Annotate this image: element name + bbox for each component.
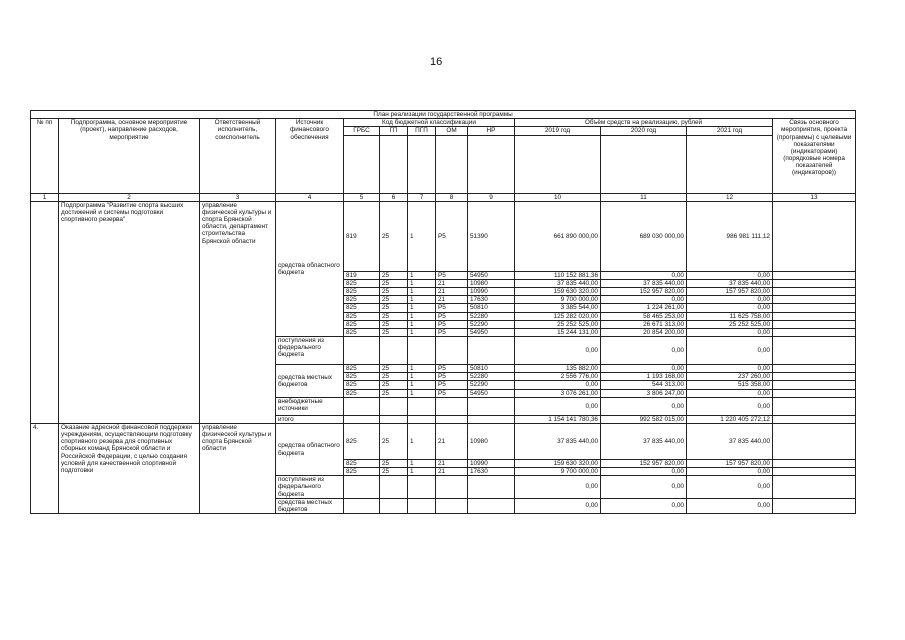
empty-code-cell bbox=[380, 476, 408, 499]
om-cell: P5 bbox=[436, 312, 468, 320]
gp-cell: 25 bbox=[380, 328, 408, 336]
header-volume: Объём средств на реализацию, рублей bbox=[515, 119, 773, 127]
source-federal: поступления из федерального бюджета bbox=[276, 476, 344, 499]
link-cell bbox=[773, 381, 856, 389]
source-local: средства местных бюджетов bbox=[276, 365, 344, 398]
grbs-cell: 825 bbox=[344, 312, 380, 320]
header-grbs: ГРБС bbox=[344, 127, 380, 135]
empty-code-cell bbox=[408, 476, 436, 499]
amount-cell: 0,00 bbox=[515, 381, 601, 389]
measure-block bbox=[31, 423, 856, 513]
header-pgp: ПГП bbox=[408, 127, 436, 135]
nr-cell: 54950 bbox=[468, 271, 515, 279]
amount-cell: 0,00 bbox=[515, 337, 601, 365]
nr-cell: 52290 bbox=[468, 320, 515, 328]
pgp-cell: 1 bbox=[408, 328, 436, 336]
amount-cell: 3 806 247,00 bbox=[601, 389, 687, 397]
pgp-cell: 1 bbox=[408, 365, 436, 373]
header-num: № пп bbox=[31, 119, 59, 193]
header-program: Подпрограмма, основное мероприятие (проект), направление расходов, мероприятие bbox=[59, 119, 200, 193]
page-number: 16 bbox=[430, 56, 443, 68]
amount-cell: 0,00 bbox=[687, 304, 773, 312]
header-2020: 2020 год bbox=[601, 127, 687, 135]
amount-cell: 11 625 758,00 bbox=[687, 312, 773, 320]
amount-cell: 0,00 bbox=[687, 389, 773, 397]
om-cell: P5 bbox=[436, 328, 468, 336]
source-local: средства местных бюджетов bbox=[276, 498, 344, 513]
empty-code-cell bbox=[468, 397, 515, 415]
plan-title: План реализации государственной программы bbox=[31, 111, 856, 119]
link-cell bbox=[773, 337, 856, 365]
nr-cell: 10990 bbox=[468, 288, 515, 296]
grbs-cell: 825 bbox=[344, 423, 380, 459]
pgp-cell: 1 bbox=[408, 288, 436, 296]
grbs-cell: 825 bbox=[344, 320, 380, 328]
nr-cell: 50810 bbox=[468, 304, 515, 312]
grbs-cell: 825 bbox=[344, 468, 380, 476]
amount-cell: 37 835 440,00 bbox=[687, 279, 773, 287]
column-number: 2 bbox=[59, 193, 200, 201]
link-cell bbox=[773, 328, 856, 336]
empty-code-cell bbox=[408, 337, 436, 365]
amount-cell: 37 835 440,00 bbox=[515, 279, 601, 287]
nr-cell: 52280 bbox=[468, 312, 515, 320]
amount-cell: 15 244 131,00 bbox=[515, 328, 601, 336]
amount-cell: 157 957 820,00 bbox=[687, 288, 773, 296]
amount-cell: 237 260,00 bbox=[687, 373, 773, 381]
nr-cell: 51390 bbox=[468, 201, 515, 271]
amount-cell: 0,00 bbox=[687, 328, 773, 336]
nr-cell: 10990 bbox=[468, 459, 515, 467]
link-cell bbox=[773, 389, 856, 397]
empty-code-cell bbox=[436, 415, 468, 423]
program-name: Оказание адресной финансовой поддержки учреждениям, осуществляющим подготовку спортивного резерва для спортивных сборных команд Брянской области и Российской Федерации, с целью создания условий для качественной спортивной подготовки bbox=[59, 423, 200, 513]
link-cell bbox=[773, 498, 856, 513]
column-number: 5 bbox=[344, 193, 380, 201]
om-cell: 21 bbox=[436, 468, 468, 476]
link-cell bbox=[773, 476, 856, 499]
pgp-cell: 1 bbox=[408, 304, 436, 312]
grbs-cell: 825 bbox=[344, 459, 380, 467]
amount-cell: 515 358,00 bbox=[687, 381, 773, 389]
empty-code-cell bbox=[436, 476, 468, 499]
amount-cell: 37 835 440,00 bbox=[601, 423, 687, 459]
header-source: Источник финансового обеспечения bbox=[276, 119, 344, 193]
amount-cell: 125 282 020,00 bbox=[515, 312, 601, 320]
link-cell bbox=[773, 468, 856, 476]
row-number: 4. bbox=[31, 423, 59, 513]
pgp-cell: 1 bbox=[408, 459, 436, 467]
header-gp: ГП bbox=[380, 127, 408, 135]
amount-cell: 0,00 bbox=[687, 365, 773, 373]
pgp-cell: 1 bbox=[408, 296, 436, 304]
column-number: 4 bbox=[276, 193, 344, 201]
gp-cell: 25 bbox=[380, 423, 408, 459]
empty-code-cell bbox=[344, 476, 380, 499]
amount-cell: 661 890 000,00 bbox=[515, 201, 601, 271]
empty-code-cell bbox=[408, 415, 436, 423]
empty-code-cell bbox=[468, 337, 515, 365]
om-cell: P5 bbox=[436, 373, 468, 381]
header-link: Связь основного мероприятия, проекта (программы) с целевыми показателями (индикаторами) (порядковые номера показателей (индикаторов)) bbox=[773, 119, 856, 193]
link-cell bbox=[773, 304, 856, 312]
table-row bbox=[31, 201, 856, 271]
amount-cell: 9 700 000,00 bbox=[515, 296, 601, 304]
amount-cell: 37 835 440,00 bbox=[515, 423, 601, 459]
gp-cell: 25 bbox=[380, 373, 408, 381]
grbs-cell: 819 bbox=[344, 271, 380, 279]
amount-cell: 0,00 bbox=[601, 498, 687, 513]
amount-cell: 25 252 525,00 bbox=[515, 320, 601, 328]
pgp-cell: 1 bbox=[408, 271, 436, 279]
om-cell: 21 bbox=[436, 288, 468, 296]
om-cell: P5 bbox=[436, 201, 468, 271]
header-executor: Ответственный исполнитель, соисполнитель bbox=[200, 119, 276, 193]
gp-cell: 25 bbox=[380, 296, 408, 304]
gp-cell: 25 bbox=[380, 271, 408, 279]
om-cell: 21 bbox=[436, 296, 468, 304]
empty-code-cell bbox=[344, 337, 380, 365]
amount-cell: 0,00 bbox=[515, 476, 601, 499]
row-number bbox=[31, 201, 59, 423]
column-number: 13 bbox=[773, 193, 856, 201]
amount-cell: 0,00 bbox=[515, 498, 601, 513]
gp-cell: 25 bbox=[380, 365, 408, 373]
header-budget-code: Код бюджетной классификации bbox=[344, 119, 515, 127]
amount-cell: 159 630 320,00 bbox=[515, 288, 601, 296]
column-number: 1 bbox=[31, 193, 59, 201]
om-cell: P5 bbox=[436, 381, 468, 389]
gp-cell: 25 bbox=[380, 201, 408, 271]
link-cell bbox=[773, 415, 856, 423]
link-cell bbox=[773, 423, 856, 459]
grbs-cell: 825 bbox=[344, 389, 380, 397]
total-label: итого bbox=[276, 415, 344, 423]
om-cell: P5 bbox=[436, 365, 468, 373]
pgp-cell: 1 bbox=[408, 468, 436, 476]
table-row bbox=[31, 423, 856, 459]
nr-cell: 10980 bbox=[468, 279, 515, 287]
gp-cell: 25 bbox=[380, 468, 408, 476]
amount-cell: 0,00 bbox=[601, 397, 687, 415]
grbs-cell: 825 bbox=[344, 279, 380, 287]
empty-code-cell bbox=[344, 415, 380, 423]
amount-cell: 0,00 bbox=[601, 476, 687, 499]
source-regional: средства областного бюджета bbox=[276, 201, 344, 336]
link-cell bbox=[773, 459, 856, 467]
table-header bbox=[31, 111, 856, 202]
amount-cell: 110 152 881,36 bbox=[515, 271, 601, 279]
grbs-cell: 825 bbox=[344, 373, 380, 381]
link-cell bbox=[773, 271, 856, 279]
pgp-cell: 1 bbox=[408, 312, 436, 320]
amount-cell: 152 957 820,00 bbox=[601, 459, 687, 467]
column-number: 8 bbox=[436, 193, 468, 201]
column-number: 10 bbox=[515, 193, 601, 201]
gp-cell: 25 bbox=[380, 279, 408, 287]
amount-cell: 58 465 253,00 bbox=[601, 312, 687, 320]
pgp-cell: 1 bbox=[408, 423, 436, 459]
column-number-row bbox=[31, 193, 856, 201]
gp-cell: 25 bbox=[380, 320, 408, 328]
empty-code-cell bbox=[408, 498, 436, 513]
nr-cell: 17630 bbox=[468, 296, 515, 304]
amount-cell: 0,00 bbox=[601, 271, 687, 279]
plan-table bbox=[30, 110, 856, 514]
subprogram-block bbox=[31, 201, 856, 423]
amount-cell: 0,00 bbox=[601, 365, 687, 373]
nr-cell: 10980 bbox=[468, 423, 515, 459]
amount-cell: 0,00 bbox=[687, 476, 773, 499]
amount-cell: 1 224 261,00 bbox=[601, 304, 687, 312]
column-number: 6 bbox=[380, 193, 408, 201]
column-number: 9 bbox=[468, 193, 515, 201]
amount-cell: 0,00 bbox=[687, 296, 773, 304]
amount-cell: 1 220 405 272,12 bbox=[687, 415, 773, 423]
empty-code-cell bbox=[468, 476, 515, 499]
nr-cell: 17630 bbox=[468, 468, 515, 476]
source-extra: внебюджетные источники bbox=[276, 397, 344, 415]
header-2019: 2019 год bbox=[515, 127, 601, 135]
amount-cell: 37 835 440,00 bbox=[687, 423, 773, 459]
pgp-cell: 1 bbox=[408, 320, 436, 328]
amount-cell: 0,00 bbox=[687, 397, 773, 415]
empty-code-cell bbox=[344, 498, 380, 513]
om-cell: P5 bbox=[436, 304, 468, 312]
nr-cell: 52280 bbox=[468, 373, 515, 381]
pgp-cell: 1 bbox=[408, 381, 436, 389]
om-cell: P5 bbox=[436, 320, 468, 328]
column-number: 7 bbox=[408, 193, 436, 201]
empty-code-cell bbox=[436, 337, 468, 365]
empty-code-cell bbox=[380, 397, 408, 415]
nr-cell: 52290 bbox=[468, 381, 515, 389]
amount-cell: 0,00 bbox=[687, 337, 773, 365]
empty-code-cell bbox=[468, 415, 515, 423]
amount-cell: 1 193 168,00 bbox=[601, 373, 687, 381]
amount-cell: 0,00 bbox=[687, 498, 773, 513]
amount-cell: 9 700 000,00 bbox=[515, 468, 601, 476]
amount-cell: 0,00 bbox=[687, 468, 773, 476]
gp-cell: 25 bbox=[380, 312, 408, 320]
amount-cell: 25 252 525,00 bbox=[687, 320, 773, 328]
header-nr: НР bbox=[468, 127, 515, 135]
amount-cell: 689 030 000,00 bbox=[601, 201, 687, 271]
amount-cell: 20 854 200,00 bbox=[601, 328, 687, 336]
amount-cell: 0,00 bbox=[601, 468, 687, 476]
grbs-cell: 825 bbox=[344, 381, 380, 389]
empty-code-cell bbox=[436, 397, 468, 415]
om-cell: 21 bbox=[436, 279, 468, 287]
gp-cell: 25 bbox=[380, 304, 408, 312]
link-cell bbox=[773, 397, 856, 415]
amount-cell: 992 582 015,00 bbox=[601, 415, 687, 423]
amount-cell: 0,00 bbox=[601, 296, 687, 304]
pgp-cell: 1 bbox=[408, 201, 436, 271]
empty-code-cell bbox=[380, 415, 408, 423]
empty-code-cell bbox=[380, 498, 408, 513]
pgp-cell: 1 bbox=[408, 389, 436, 397]
grbs-cell: 825 bbox=[344, 288, 380, 296]
link-cell bbox=[773, 373, 856, 381]
pgp-cell: 1 bbox=[408, 373, 436, 381]
nr-cell: 50810 bbox=[468, 365, 515, 373]
link-cell bbox=[773, 288, 856, 296]
nr-cell: 54950 bbox=[468, 328, 515, 336]
empty-code-cell bbox=[468, 498, 515, 513]
executor-name: управление физической культуры и спорта Брянской области bbox=[200, 423, 276, 513]
executor-name: управление физической культуры и спорта Брянской области, департамент строительства Брянской области bbox=[200, 201, 276, 423]
column-number: 11 bbox=[601, 193, 687, 201]
amount-cell: 2 556 776,00 bbox=[515, 373, 601, 381]
om-cell: 21 bbox=[436, 423, 468, 459]
amount-cell: 37 835 440,00 bbox=[601, 279, 687, 287]
link-cell bbox=[773, 201, 856, 271]
amount-cell: 0,00 bbox=[687, 271, 773, 279]
header-om: ОМ bbox=[436, 127, 468, 135]
gp-cell: 25 bbox=[380, 381, 408, 389]
link-cell bbox=[773, 365, 856, 373]
grbs-cell: 825 bbox=[344, 328, 380, 336]
grbs-cell: 819 bbox=[344, 201, 380, 271]
grbs-cell: 825 bbox=[344, 365, 380, 373]
link-cell bbox=[773, 320, 856, 328]
gp-cell: 25 bbox=[380, 288, 408, 296]
header-2021: 2021 год bbox=[687, 127, 773, 135]
amount-cell: 1 154 141 780,36 bbox=[515, 415, 601, 423]
amount-cell: 159 630 320,00 bbox=[515, 459, 601, 467]
amount-cell: 0,00 bbox=[601, 337, 687, 365]
amount-cell: 544 313,00 bbox=[601, 381, 687, 389]
pgp-cell: 1 bbox=[408, 279, 436, 287]
empty-code-cell bbox=[436, 498, 468, 513]
column-number: 12 bbox=[687, 193, 773, 201]
gp-cell: 25 bbox=[380, 389, 408, 397]
nr-cell: 54950 bbox=[468, 389, 515, 397]
gp-cell: 25 bbox=[380, 459, 408, 467]
amount-cell: 152 957 820,00 bbox=[601, 288, 687, 296]
link-cell bbox=[773, 312, 856, 320]
source-federal: поступления из федерального бюджета bbox=[276, 337, 344, 365]
om-cell: 21 bbox=[436, 459, 468, 467]
amount-cell: 157 957 820,00 bbox=[687, 459, 773, 467]
column-number: 3 bbox=[200, 193, 276, 201]
om-cell: P5 bbox=[436, 271, 468, 279]
grbs-cell: 825 bbox=[344, 304, 380, 312]
source-regional: средства областного бюджета bbox=[276, 423, 344, 475]
empty-code-cell bbox=[380, 337, 408, 365]
grbs-cell: 825 bbox=[344, 296, 380, 304]
link-cell bbox=[773, 296, 856, 304]
empty-code-cell bbox=[344, 397, 380, 415]
amount-cell: 0,00 bbox=[515, 397, 601, 415]
amount-cell: 3 076 261,00 bbox=[515, 389, 601, 397]
amount-cell: 135 882,00 bbox=[515, 365, 601, 373]
amount-cell: 986 981 111,12 bbox=[687, 201, 773, 271]
empty-code-cell bbox=[408, 397, 436, 415]
link-cell bbox=[773, 279, 856, 287]
om-cell: P5 bbox=[436, 389, 468, 397]
program-name: Подпрограмма "Развитие спорта высших достижений и системы подготовки спортивного резерва" bbox=[59, 201, 200, 423]
amount-cell: 3 385 544,00 bbox=[515, 304, 601, 312]
amount-cell: 26 671 313,00 bbox=[601, 320, 687, 328]
